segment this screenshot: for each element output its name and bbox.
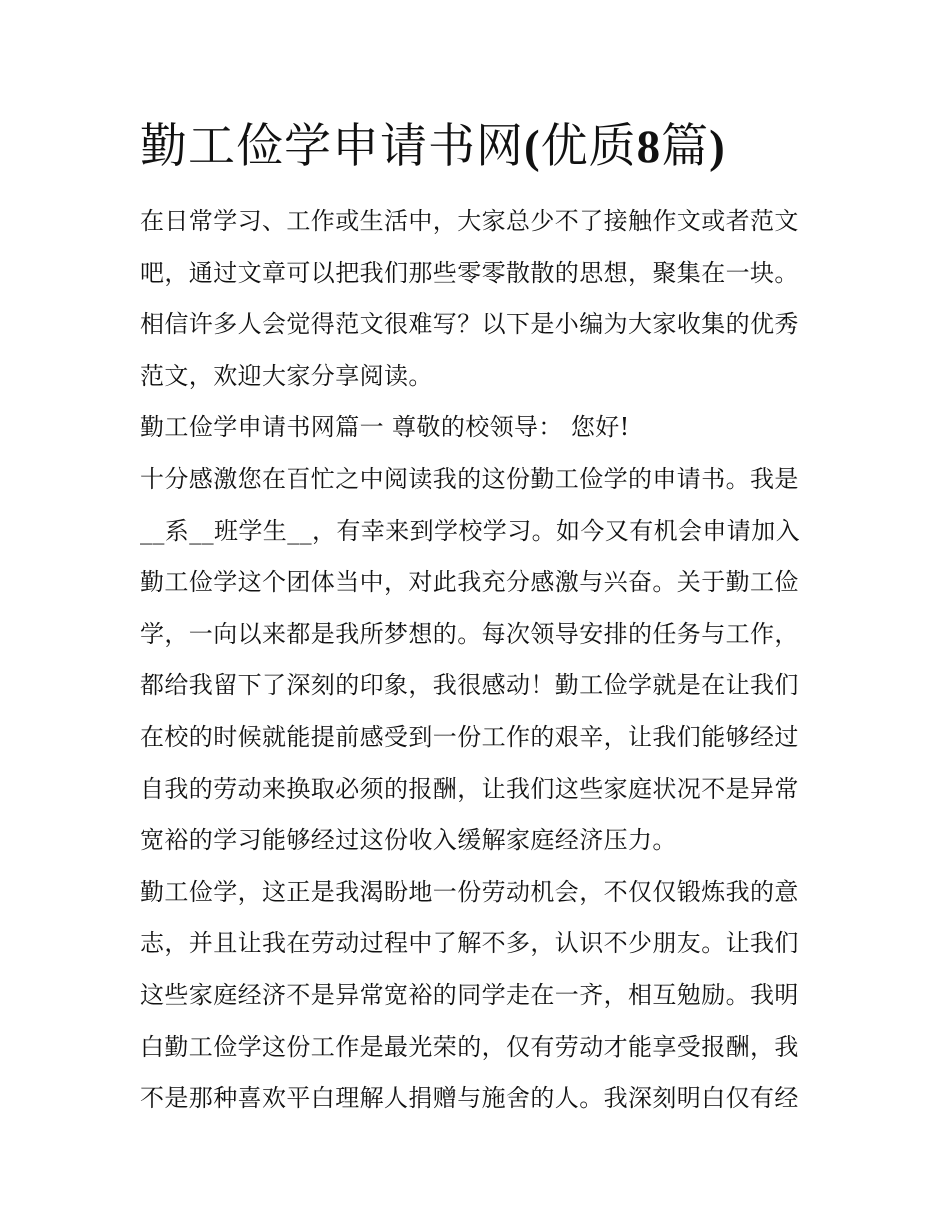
text-line: 在校的时候就能提前感受到一份工作的艰辛，让我们能够经过 bbox=[140, 722, 799, 751]
title-close-paren: ) bbox=[709, 121, 726, 173]
text-line: 学，一向以来都是我所梦想的。每次领导安排的任务与工作， bbox=[140, 619, 799, 648]
text-line: 相信许多人会觉得范文很难写？以下是小编为大家收集的优秀 bbox=[140, 310, 799, 339]
text-line: 自我的劳动来换取必须的报酬，让我们这些家庭状况不是异常 bbox=[140, 774, 799, 803]
text-line: 吧，通过文章可以把我们那些零零散散的思想，聚集在一块。 bbox=[140, 258, 799, 287]
text-line: 志，并且让我在劳动过程中了解不多，认识不少朋友。让我们 bbox=[140, 929, 799, 958]
text-line: 这些家庭经济不是异常宽裕的同学走在一齐，相互勉励。我明 bbox=[140, 980, 799, 1009]
title-open-paren: ( bbox=[524, 121, 541, 173]
title-mid: 优质 bbox=[540, 119, 637, 174]
text-line: 勤工俭学这个团体当中，对此我充分感激与兴奋。关于勤工俭 bbox=[140, 568, 799, 597]
text-line: __系__班学生__，有幸来到学校学习。如今又有机会申请加入 bbox=[140, 516, 800, 545]
title-main: 勤工俭学申请书网 bbox=[140, 119, 524, 174]
text-line: 宽裕的学习能够经过这份收入缓解家庭经济压力。 bbox=[140, 826, 677, 855]
text-line: 在日常学习、工作或生活中，大家总少不了接触作文或者范文 bbox=[140, 207, 799, 235]
document-body bbox=[140, 196, 812, 1125]
text-line: 白勤工俭学这份工作是最光荣的，仅有劳动才能享受报酬，我 bbox=[140, 1032, 799, 1061]
text-line: 勤工俭学，这正是我渴盼地一份劳动机会，不仅仅锻炼我的意 bbox=[140, 877, 799, 906]
title-number: 8 bbox=[636, 121, 662, 173]
text-line: 范文，欢迎大家分享阅读。 bbox=[140, 361, 433, 390]
title-end: 篇 bbox=[661, 119, 710, 174]
text-line: 都给我留下了深刻的印象，我很感动！勤工俭学就是在让我们 bbox=[140, 671, 799, 700]
section-heading-line: 勤工俭学申请书网篇一 尊敬的校领导： 您好! bbox=[140, 413, 630, 442]
text-line: 不是那种喜欢平白理解人捐赠与施舍的人。我深刻明白仅有经 bbox=[140, 1084, 799, 1113]
text-line: 十分感激您在百忙之中阅读我的这份勤工俭学的申请书。我是 bbox=[140, 464, 799, 493]
document-title bbox=[140, 112, 840, 182]
